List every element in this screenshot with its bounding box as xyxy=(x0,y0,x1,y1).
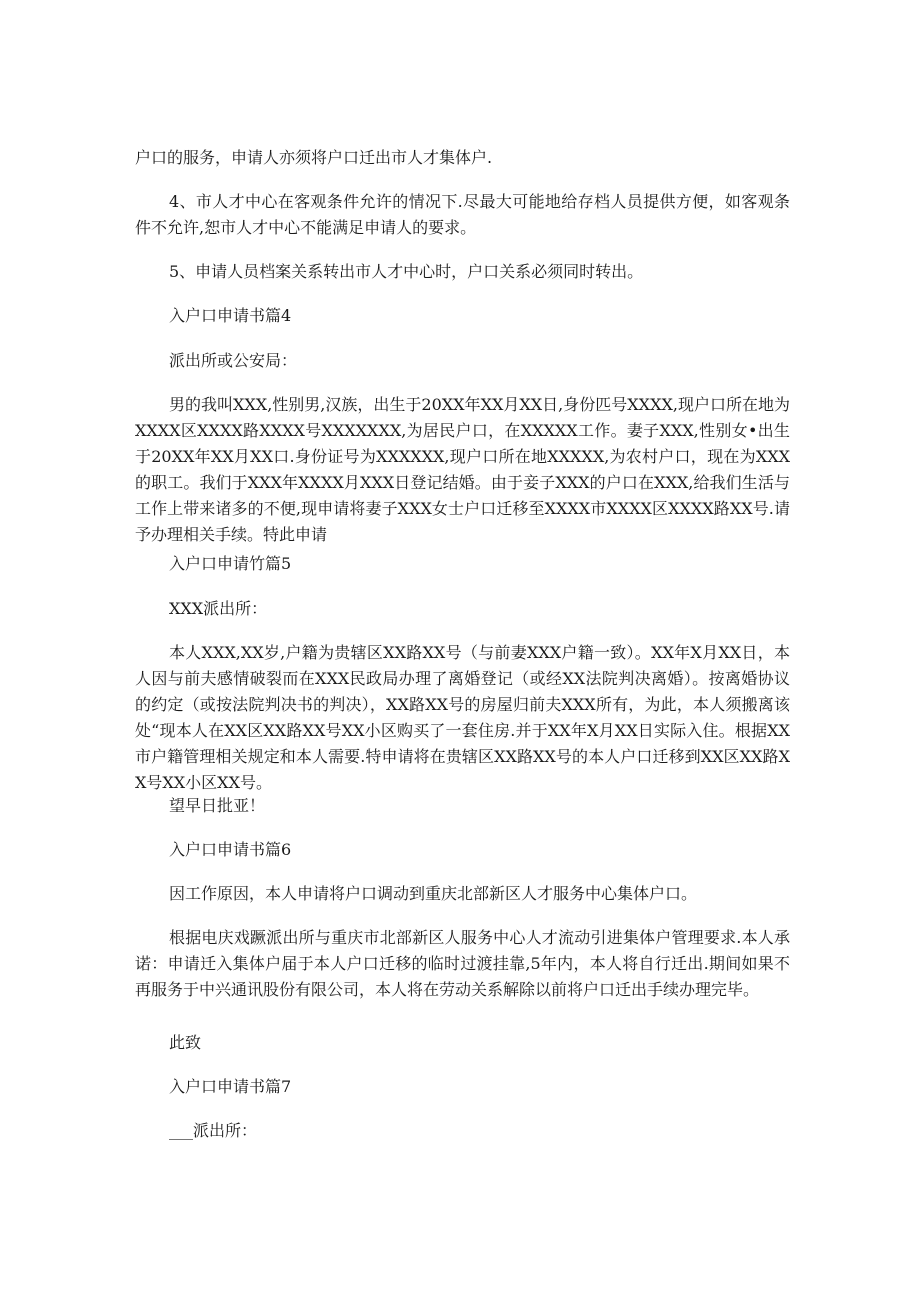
paragraph-service-note: 户口的服务，申请人亦须将户口迁出市人才集体户. xyxy=(135,148,493,167)
section-heading-5: 入户口申请竹篇5 xyxy=(169,554,292,573)
salutation-blank-station: ___派出所： xyxy=(169,1121,258,1140)
paragraph-application-4: 男的我叫XXX,性别男,汉族，出生于20XX年XX月XX日,身份匹号XXXX,现户口所在地为XXXX区XXXX路XXXX号XXXXXXX,为居民户口，在XXXXX工作。妻子XXX,性别女•出生于20XX年XX月XX口.身份证号为XXXXXX,现户口所在地XXXXX,为农村户口，现在为XXX的职工。我们于XXX年XXXX月XXX日登记结婚。由于妾子XXX的户口在XXX,给我们生活与工作上带来诸多的不便,现申请将妻子XXX女士户口迁移至XXXX市XXXX区XXXX路XX号.请予办理相关手续。特此申请 xyxy=(135,395,790,544)
paragraph-commitment: 根据电庆戏蹶派出所与重庆市北部新区人服务中心人才流动引进集体户管理要求.本人承诺：申请迁入集体户届于本人户口迁移的临时过渡挂靠,5年内，本人将自行迁出.期间如果不再服务于中兴通讯股份有限公司，本人将在劳动关系解除以前将户口迁出手续办理完毕。 xyxy=(135,928,790,999)
section-heading-4: 入户口申请书篇4 xyxy=(169,306,292,325)
salutation-station: XXX派出所： xyxy=(169,599,268,618)
paragraph-application-5: 本人XXX,XX岁,户籍为贵辖区XX路XX号（与前妻XXX户籍一致）。XX年X月XX日，本人因与前夫感情破裂而在XXX民政局办理了离婚登记（或经XX法院判决离婚）。按离婚协议的约定（或按法院判决书的判决），XX路XX号的房屋归前夫XXX所有，为此，本人须搬离该处“现本人在XX区XX路XX号XX小区购买了一套住房.并于XX年X月XX日实际入住。根据XX市户籍管理相关规定和本人需要.特申请将在贵辖区XX路XX号的本人户口迁移到XX区XX路XX号XX小区XX号。 xyxy=(135,643,790,792)
section-heading-7: 入户口申请书篇7 xyxy=(169,1077,292,1096)
paragraph-work-reason: 因工作原因，本人申请将户口调动到重庆北部新区人才服务中心集体户口。 xyxy=(169,884,698,903)
salutation-police: 派出所或公安局： xyxy=(169,351,298,370)
closing-request: 望早日批亚！ xyxy=(169,796,266,815)
closing-regards: 此致 xyxy=(169,1033,202,1052)
section-heading-6: 入户口申请书篇6 xyxy=(169,840,292,859)
paragraph-item-5: 5、申请人员档案关系转出市人才中心时，户口关系必须同时转出。 xyxy=(169,262,644,281)
paragraph-item-4: 4、市人才中心在客观条件允许的情况下.尽最大可能地给存档人员提供方便，如客观条件不允许,恕市人才中心不能满足申请人的要求。 xyxy=(135,192,790,237)
